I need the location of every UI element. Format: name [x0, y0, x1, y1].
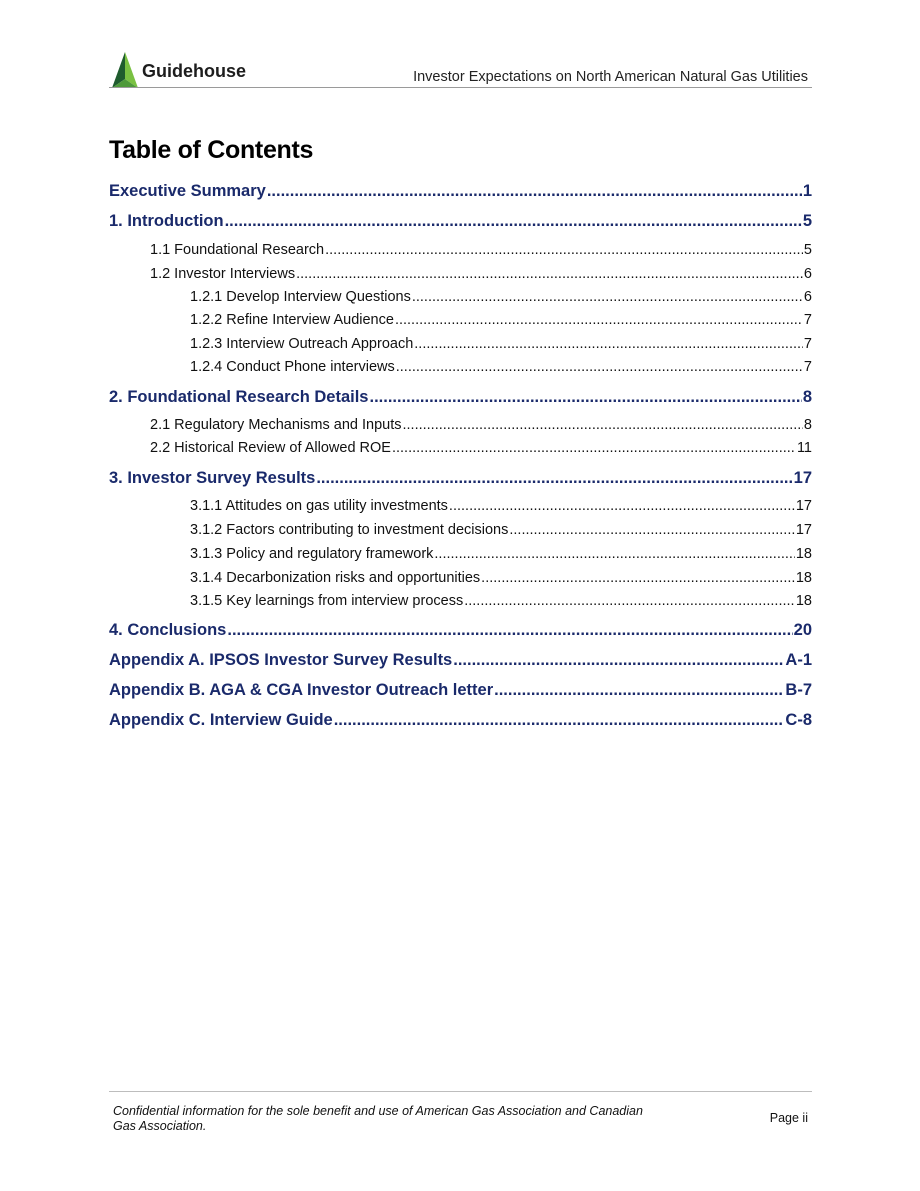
toc-entry-page: 8 — [802, 388, 812, 406]
toc-entry-introduction[interactable] — [109, 212, 812, 231]
toc-entry-page: 17 — [795, 522, 812, 538]
toc-leader — [267, 182, 802, 201]
toc-leader — [402, 417, 802, 433]
footer-divider — [109, 1091, 812, 1092]
toc-entry-label: 1.2.1 Develop Interview Questions — [190, 289, 411, 305]
toc-entry-label: 1.2.4 Conduct Phone interviews — [190, 359, 395, 375]
toc-leader — [494, 681, 784, 700]
toc-entry-label: 2.1 Regulatory Mechanisms and Inputs — [150, 417, 402, 433]
toc-leader — [509, 522, 795, 538]
header-divider — [109, 87, 812, 88]
toc-entry-page: 7 — [803, 312, 812, 328]
toc-leader — [396, 359, 803, 375]
toc-leader — [464, 593, 795, 609]
toc-entry-label: 2. Foundational Research Details — [109, 388, 369, 406]
logo-text: Guidehouse — [142, 60, 247, 81]
toc-entry-label: 3. Investor Survey Results — [109, 469, 316, 487]
toc-leader — [227, 621, 792, 640]
toc-entry-appendix-b[interactable] — [109, 681, 812, 700]
toc-entry-investor-interviews[interactable] — [150, 266, 812, 282]
toc-entry-appendix-c[interactable] — [109, 711, 812, 730]
toc-entry-page: B-7 — [785, 681, 812, 699]
toc-entry-label: 3.1.1 Attitudes on gas utility investments — [190, 498, 448, 514]
toc-entry-page: 11 — [796, 440, 812, 456]
toc-leader — [392, 440, 796, 456]
toc-entry-page: 7 — [803, 359, 812, 375]
document-title: Investor Expectations on North American Natural Gas Utilities — [413, 69, 808, 85]
confidentiality-note: Confidential information for the sole benefit and use of American Gas Association and Canadian Gas Association. — [113, 1104, 643, 1133]
toc-entry-page: 6 — [803, 266, 812, 282]
toc-entry-factors-investment-decisions[interactable] — [190, 522, 812, 538]
toc-entry-develop-interview-questions[interactable] — [190, 289, 812, 305]
toc-entry-page: 18 — [795, 593, 812, 609]
toc-entry-historical-review-roe[interactable] — [150, 440, 812, 456]
page-number: Page ii — [769, 1111, 808, 1125]
toc-entry-label: 3.1.2 Factors contributing to investment decisions — [190, 522, 509, 538]
toc-leader — [395, 312, 803, 328]
toc-leader — [225, 212, 802, 231]
toc-leader — [449, 498, 795, 514]
toc-entry-label: 1.2 Investor Interviews — [150, 266, 296, 282]
toc-leader — [334, 711, 785, 730]
toc-entry-label: 4. Conclusions — [109, 621, 227, 639]
toc-leader — [325, 242, 803, 258]
toc-entry-conclusions[interactable] — [109, 621, 812, 640]
toc-title: Table of Contents — [109, 136, 314, 164]
toc-entry-label: 3.1.3 Policy and regulatory framework — [190, 546, 434, 562]
toc-entry-label: 2.2 Historical Review of Allowed ROE — [150, 440, 391, 456]
toc-leader — [414, 336, 803, 352]
toc-entry-page: 6 — [803, 289, 812, 305]
toc-leader — [481, 570, 795, 586]
toc-leader — [370, 388, 802, 407]
toc-entry-label: Appendix C. Interview Guide — [109, 711, 333, 729]
toc-leader — [296, 266, 803, 282]
toc-entry-label: 3.1.4 Decarbonization risks and opportunities — [190, 570, 481, 586]
toc-entry-page: C-8 — [785, 711, 812, 729]
toc-leader — [316, 469, 792, 488]
toc-entry-page: 17 — [795, 498, 812, 514]
toc-leader — [434, 546, 794, 562]
toc-entry-label: 1. Introduction — [109, 212, 224, 230]
toc-entry-page: 18 — [795, 546, 812, 562]
guidehouse-logo-icon — [111, 52, 139, 88]
toc-entry-label: Executive Summary — [109, 182, 266, 200]
guidehouse-logo — [111, 52, 246, 88]
toc-entry-page: 5 — [803, 242, 812, 258]
toc-entry-label: 1.2.3 Interview Outreach Approach — [190, 336, 414, 352]
toc-entry-page: 1 — [802, 182, 812, 200]
toc-entry-page: 8 — [803, 417, 812, 433]
toc-entry-executive-summary[interactable] — [109, 182, 812, 201]
toc-entry-page: 7 — [803, 336, 812, 352]
toc-leader — [453, 651, 784, 670]
toc-entry-label: Appendix A. IPSOS Investor Survey Results — [109, 651, 453, 669]
toc-entry-key-learnings[interactable] — [190, 593, 812, 609]
toc-entry-label: 3.1.5 Key learnings from interview process — [190, 593, 464, 609]
toc-entry-policy-regulatory-framework[interactable] — [190, 546, 812, 562]
toc-entry-attitudes-gas-utility[interactable] — [190, 498, 812, 514]
toc-entry-interview-outreach-approach[interactable] — [190, 336, 812, 352]
toc-entry-page: 5 — [802, 212, 812, 230]
toc-entry-regulatory-mechanisms[interactable] — [150, 417, 812, 433]
toc-entry-foundational-research-details[interactable] — [109, 388, 812, 407]
toc-entry-appendix-a[interactable] — [109, 651, 812, 670]
toc-entry-page: 20 — [793, 621, 812, 639]
toc-entry-page: 17 — [793, 469, 812, 487]
toc-entry-page: A-1 — [785, 651, 812, 669]
toc-leader — [412, 289, 803, 305]
toc-entry-refine-interview-audience[interactable] — [190, 312, 812, 328]
toc-entry-investor-survey-results[interactable] — [109, 469, 812, 488]
toc-entry-label: Appendix B. AGA & CGA Investor Outreach letter — [109, 681, 494, 699]
toc-entry-conduct-phone-interviews[interactable] — [190, 359, 812, 375]
toc-entry-foundational-research[interactable] — [150, 242, 812, 258]
toc-entry-label: 1.1 Foundational Research — [150, 242, 325, 258]
toc-entry-decarbonization-risks[interactable] — [190, 570, 812, 586]
toc-entry-page: 18 — [795, 570, 812, 586]
toc-entry-label: 1.2.2 Refine Interview Audience — [190, 312, 394, 328]
